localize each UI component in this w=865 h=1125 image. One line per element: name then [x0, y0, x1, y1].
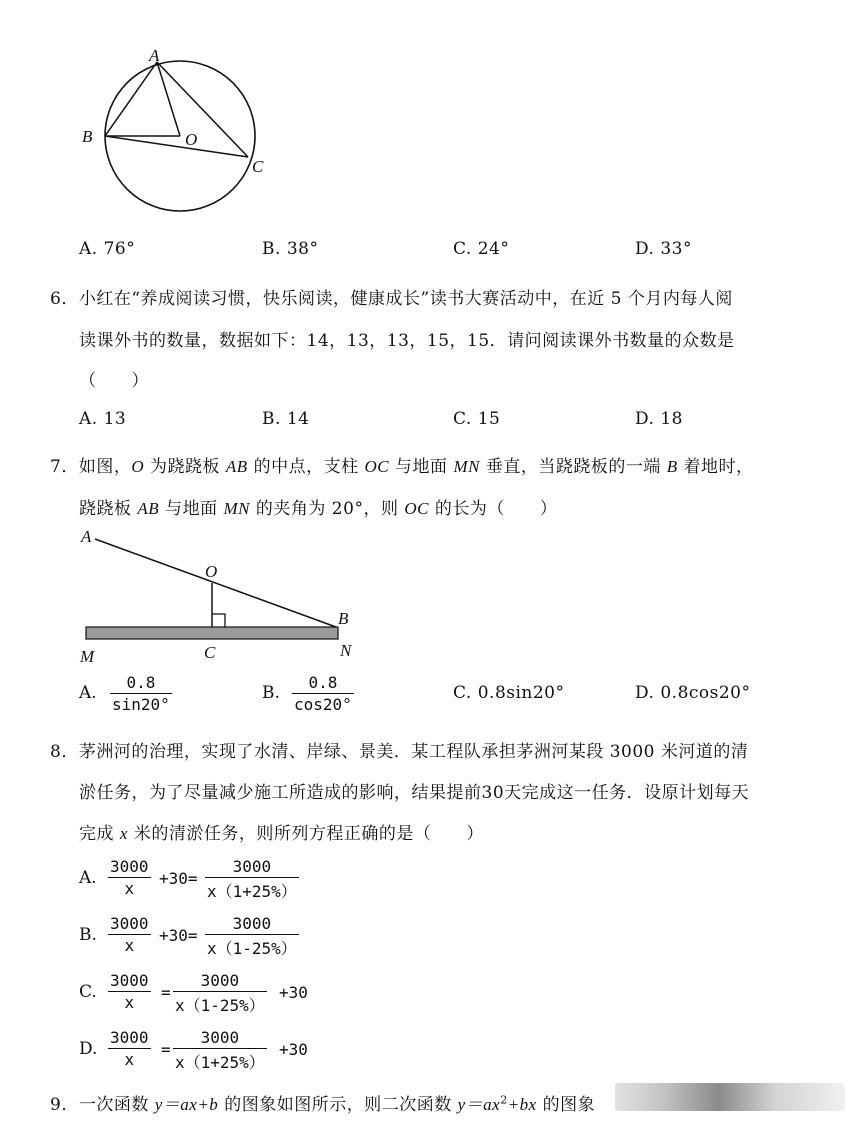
- denominator: x（1+25%）: [205, 877, 299, 902]
- text: 的图象: [536, 1095, 596, 1115]
- segment-ac: [157, 62, 248, 157]
- point-label-b: B: [338, 609, 349, 628]
- q7-option-a[interactable]: [79, 683, 97, 703]
- numerator: 3000: [110, 857, 149, 876]
- denominator: x（1+25%）: [173, 1048, 267, 1073]
- q8-stem-line3: [79, 819, 484, 844]
- numerator: 3000: [200, 1028, 240, 1047]
- text: 垂直，当跷跷板的一端: [479, 457, 667, 477]
- option-text: 0.8cos20°: [660, 683, 751, 703]
- var: OC: [364, 457, 390, 476]
- q6-stem-line1: 6．小红在“养成阅读习惯，快乐阅读，健康成长”读书大赛活动中，在近 5 个月内每人阅: [50, 289, 733, 309]
- q8-a-frac2: [205, 857, 299, 902]
- q6-stem-line3: （ ）: [79, 371, 149, 391]
- operator: +30=: [159, 869, 198, 888]
- exponent: 2: [500, 1093, 508, 1107]
- point-label-n: N: [340, 641, 352, 660]
- var: x: [119, 824, 128, 843]
- option-key: C.: [453, 683, 472, 703]
- q7-option-a-fraction: [110, 673, 172, 714]
- option-text: 0.8sin20°: [477, 683, 565, 703]
- option-key: C.: [79, 982, 97, 1002]
- operator: +30: [279, 1040, 308, 1059]
- denominator: x: [108, 934, 151, 955]
- point-label-a: A: [149, 46, 160, 65]
- ground-mn: [86, 627, 338, 639]
- q7-stem-line1: [50, 452, 754, 477]
- option-key: D.: [635, 409, 655, 429]
- numerator: 3000: [110, 1028, 149, 1047]
- q6-option-a[interactable]: [79, 409, 126, 429]
- text: 7．如图，: [50, 457, 132, 477]
- formula: y＝ax: [457, 1095, 501, 1114]
- segment-ab: [105, 62, 157, 136]
- q5-circle-figure: [70, 40, 290, 220]
- numerator: 0.8: [308, 673, 338, 692]
- option-key: D.: [79, 1039, 98, 1059]
- q6-option-c[interactable]: [453, 409, 500, 429]
- segment-bc: [105, 136, 248, 157]
- var: AB: [137, 499, 160, 518]
- var: B: [666, 457, 678, 476]
- option-key: A.: [79, 683, 97, 703]
- point-label-o: O: [185, 130, 198, 149]
- option-key: C.: [453, 239, 472, 259]
- point-label-c: C: [204, 643, 216, 662]
- option-text: 38°: [286, 239, 319, 259]
- numerator: 3000: [110, 971, 149, 990]
- q7-option-d[interactable]: [635, 683, 751, 703]
- q9-stem-line1: [50, 1090, 595, 1115]
- option-key: B.: [262, 683, 280, 703]
- point-label-m: M: [80, 647, 95, 666]
- watermark-blur: [615, 1083, 845, 1111]
- option-text: 33°: [660, 239, 692, 259]
- q7-option-c[interactable]: [453, 683, 565, 703]
- text: 着地时，: [677, 457, 754, 477]
- q8-b-frac2: [205, 914, 299, 959]
- option-text: 13: [103, 409, 127, 429]
- point-label-c: C: [252, 157, 264, 176]
- q8-b-frac1: [108, 914, 151, 955]
- option-key: D.: [635, 239, 655, 259]
- q5-option-d[interactable]: [635, 239, 692, 259]
- q7-stem-line2: [79, 494, 557, 519]
- option-key: A.: [79, 409, 98, 429]
- numerator: 3000: [232, 857, 272, 876]
- q8-stem-line2: 淤任务，为了尽量减少施工所造成的影响，结果提前30天完成这一任务．设原计划每天: [79, 783, 750, 803]
- q7-seesaw-figure: [80, 530, 360, 645]
- q8-stem-line1: 8．茅洲河的治理，实现了水清、岸绿、景美．某工程队承担茅洲河某段 3000 米河道的清: [50, 742, 749, 762]
- q5-option-a[interactable]: [79, 239, 135, 259]
- formula: +bx: [507, 1095, 537, 1114]
- denominator: sin20°: [112, 695, 170, 714]
- option-text: 24°: [477, 239, 510, 259]
- q8-option-d[interactable]: [79, 1039, 97, 1059]
- point-label-a: A: [81, 527, 92, 546]
- option-key: B.: [79, 925, 97, 945]
- operator: =: [161, 983, 171, 1002]
- denominator: x: [108, 1048, 151, 1069]
- q7-option-b-fraction: [292, 673, 354, 714]
- text: 的图象如图所示，则二次函数: [218, 1095, 458, 1115]
- text: 跷跷板: [79, 499, 138, 519]
- option-text: 76°: [103, 239, 136, 259]
- point-label-b: B: [82, 127, 93, 146]
- text: 为跷跷板: [144, 457, 226, 477]
- point-label-o: O: [205, 562, 218, 581]
- denominator: cos20°: [294, 695, 352, 714]
- var: O: [131, 457, 145, 476]
- text: 9．一次函数: [50, 1095, 155, 1115]
- q5-option-c[interactable]: [453, 239, 509, 259]
- numerator: 3000: [200, 971, 240, 990]
- var: AB: [225, 457, 248, 476]
- q7-option-b[interactable]: [262, 683, 280, 703]
- option-text: 14: [286, 409, 310, 429]
- q8-d-frac2: [173, 1028, 267, 1073]
- text: 的长为（ ）: [428, 499, 558, 519]
- option-key: C.: [453, 409, 472, 429]
- option-key: B.: [262, 409, 281, 429]
- var: MN: [453, 457, 480, 476]
- operator: +30=: [159, 926, 198, 945]
- denominator: x: [108, 991, 151, 1012]
- var: MN: [223, 499, 250, 518]
- text: 米的清淤任务，则所列方程正确的是（ ）: [127, 824, 484, 844]
- operator: +30: [279, 983, 308, 1002]
- numerator: 0.8: [126, 673, 156, 692]
- q8-c-frac2: [173, 971, 267, 1016]
- q5-option-b[interactable]: [262, 239, 318, 259]
- formula: y＝ax+b: [154, 1095, 219, 1114]
- text: 完成: [79, 824, 120, 844]
- option-key: A.: [79, 239, 98, 259]
- option-key: B.: [262, 239, 281, 259]
- q8-option-c[interactable]: [79, 982, 97, 1002]
- option-text: 18: [660, 409, 683, 429]
- q6-stem-line2: 读课外书的数量，数据如下：14，13，13，15，15．请问阅读课外书数量的众数是: [79, 331, 735, 351]
- right-angle-mark: [212, 614, 225, 627]
- text: 与地面: [159, 499, 224, 519]
- numerator: 3000: [232, 914, 272, 933]
- q8-option-b[interactable]: [79, 925, 97, 945]
- text: 的中点，支柱: [247, 457, 365, 477]
- var: OC: [404, 499, 429, 518]
- denominator: x（1-25%）: [205, 934, 299, 959]
- q8-c-frac1: [108, 971, 151, 1012]
- operator: =: [161, 1040, 171, 1059]
- denominator: x（1-25%）: [173, 991, 267, 1016]
- option-text: 15: [477, 409, 501, 429]
- option-key: A.: [79, 868, 97, 888]
- denominator: x: [108, 877, 151, 898]
- numerator: 3000: [110, 914, 149, 933]
- option-key: D.: [635, 683, 655, 703]
- q6-option-b[interactable]: [262, 409, 309, 429]
- q6-option-d[interactable]: [635, 409, 683, 429]
- q8-d-frac1: [108, 1028, 151, 1069]
- text: 与地面: [389, 457, 454, 477]
- text: 的夹角为 20°，则: [250, 499, 405, 519]
- q8-option-a[interactable]: [79, 868, 97, 888]
- q8-a-frac1: [108, 857, 151, 898]
